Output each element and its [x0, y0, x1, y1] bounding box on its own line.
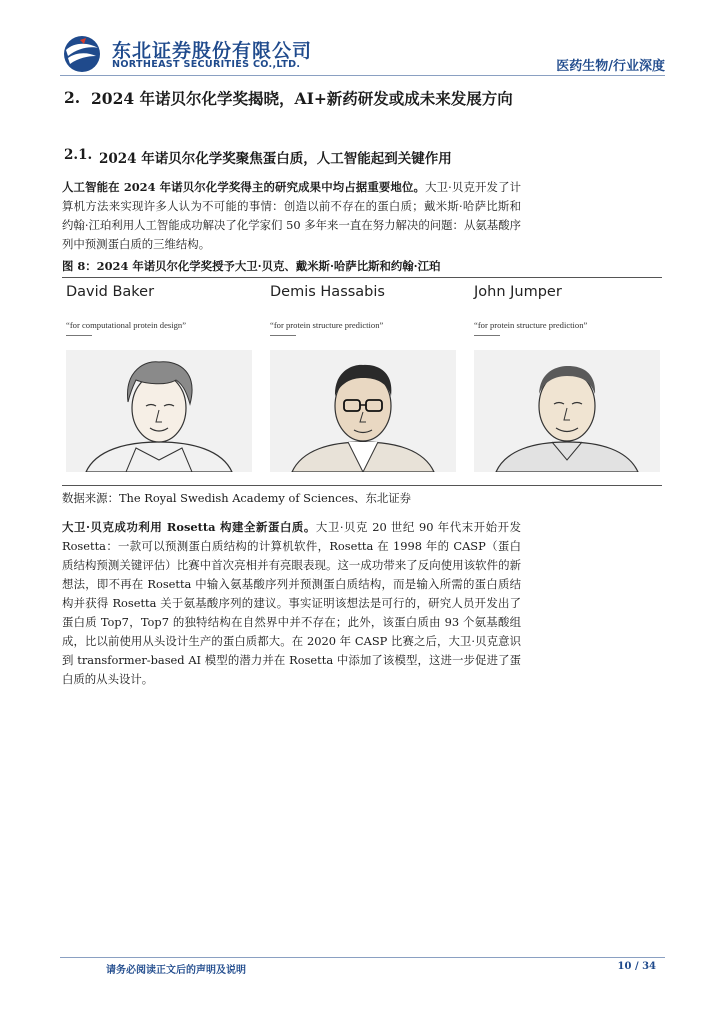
- figure-top-rule: [62, 277, 662, 278]
- header-divider: [60, 75, 665, 76]
- paragraph-lead: 大卫·贝克成功利用 Rosetta 构建全新蛋白质。: [62, 520, 316, 534]
- portrait-hassabis: [270, 350, 456, 472]
- laureate-name-jumper: John Jumper: [474, 284, 562, 300]
- portrait-baker: [66, 350, 252, 472]
- subsection-title: 2024 年诺贝尔化学奖聚焦蛋白质，人工智能起到关键作用: [99, 151, 452, 167]
- laureate-name-baker: David Baker: [66, 284, 155, 300]
- company-name-en: NORTHEAST SECURITIES CO.,LTD.: [112, 59, 301, 70]
- footer-divider: [60, 957, 665, 958]
- figure-source: 数据来源：The Royal Swedish Academy of Sciences、东北证券: [62, 491, 412, 505]
- subsection-number: 2.1.: [64, 147, 93, 163]
- laureate-name-hassabis: Demis Hassabis: [270, 284, 385, 300]
- company-name-cn: 东北证券股份有限公司: [112, 40, 313, 62]
- panel-divider: [270, 335, 296, 336]
- section-title: 2024 年诺贝尔化学奖揭晓，AI+新药研发或成未来发展方向: [91, 89, 513, 108]
- page-number: 10 / 34: [617, 961, 656, 972]
- laureate-motivation-jumper: “for protein structure prediction”: [474, 320, 588, 330]
- panel-divider: [474, 335, 500, 336]
- paragraph-rosetta: [62, 518, 521, 689]
- portrait-jumper: [474, 350, 660, 472]
- panel-divider: [66, 335, 92, 336]
- paragraph-ai-importance: [62, 178, 521, 254]
- paragraph-body: 大卫·贝克 20 世纪 90 年代末开始开发 Rosetta：一款可以预测蛋白质结构的计算机软件，Rosetta 在 1998 年的 CASP（蛋白质结构预测关键评估）比赛中首次亮相并有亮眼表现。这一成功带来了反向使用该软件的新想法，即不再在 Rosetta 中输入氨基酸序列并预测蛋白质结构，而是输入所需的蛋白质结构并获得 Rosetta 关于氨基酸序列的建议。事实证明该想法是可行的，研究人员开发出了蛋白质 Top7，Top7 的独特结构在自然界中并不存在；此外，该蛋白质由 93 个氨基酸组成，比以前使用从头设计生产的蛋白质都大。在 2020 年 CASP 比赛之后，大卫·贝克意识到 transformer-based AI 模型的潜力并在 Rosetta 中添加了该模型，这进一步促进了蛋白质的从头设计。: [62, 520, 522, 686]
- figure-bottom-rule: [62, 485, 662, 486]
- disclaimer-note: 请务必阅读正文后的声明及说明: [106, 965, 246, 976]
- laureate-motivation-hassabis: “for protein structure prediction”: [270, 320, 384, 330]
- laureate-motivation-baker: “for computational protein design”: [66, 320, 187, 330]
- company-logo: [60, 34, 106, 74]
- paragraph-body: 大卫·贝克开发了计算机方法来实现许多人认为不可能的事情：创造以前不存在的蛋白质；戴米斯·哈萨比斯和约翰·江珀利用人工智能成功解决了化学家们 50 多年来一直在努力解决的问题：从氨基酸序列中预测蛋白质的三维结构。: [62, 180, 522, 251]
- section-number: 2.: [64, 88, 81, 107]
- figure-caption: 图 8：2024 年诺贝尔化学奖授予大卫·贝克、戴米斯·哈萨比斯和约翰·江珀: [62, 259, 441, 273]
- paragraph-lead: 人工智能在 2024 年诺贝尔化学奖得主的研究成果中均占据重要地位。: [62, 180, 426, 194]
- report-category: 医药生物/行业深度: [556, 59, 665, 74]
